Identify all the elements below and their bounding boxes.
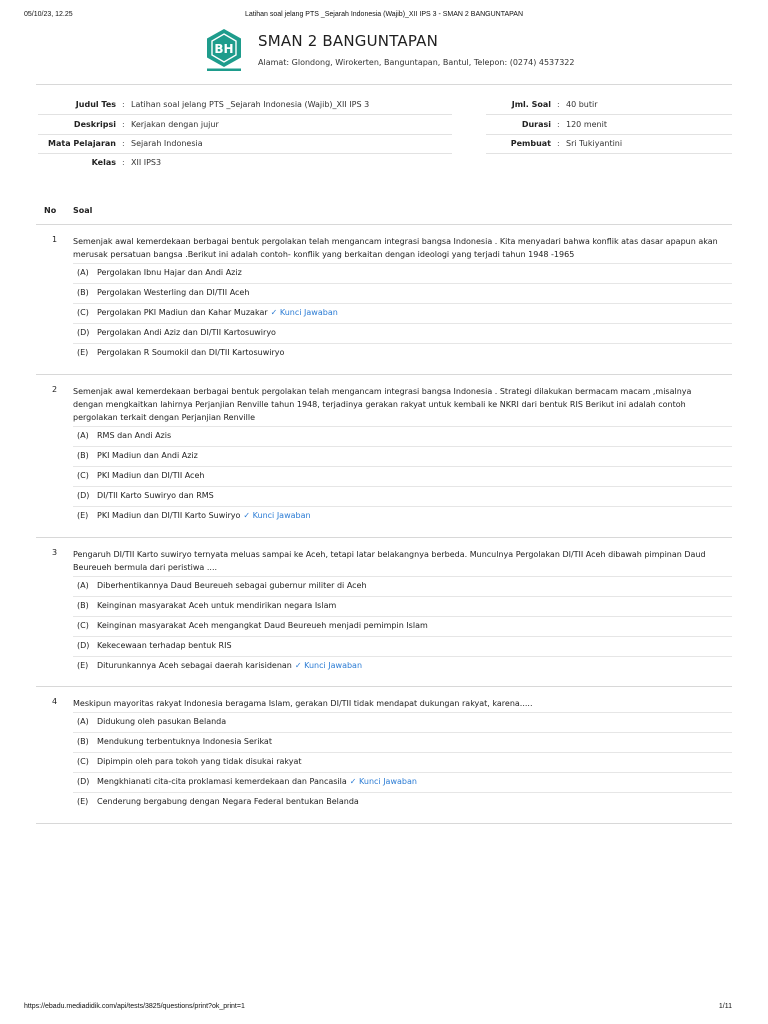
print-footer [24, 1003, 744, 1013]
option-label: (E) [77, 797, 89, 806]
option-text: Diberhentikannya Daud Beureueh sebagai gubernur militer di Aceh [97, 581, 367, 590]
svg-text:BH: BH [214, 42, 234, 56]
info-label: Durasi [521, 120, 551, 129]
header-divider [36, 84, 732, 85]
option-list [73, 712, 732, 812]
question-number: 2 [52, 385, 58, 394]
option-label: (E) [77, 348, 89, 357]
option-text: PKI Madiun dan Andi Aziz [97, 451, 198, 460]
question-number: 1 [52, 235, 58, 244]
option-item [73, 656, 732, 676]
page-number: 1/11 [718, 1003, 732, 1010]
option-text: Pergolakan PKI Madiun dan Kahar Muzakar ✓ Kunci Jawaban [97, 308, 338, 317]
option-label: (E) [77, 511, 89, 520]
print-page-title: Latihan soal jelang PTS _Sejarah Indonesia (Wajib)_XII IPS 3 - SMAN 2 BANGUNTAPAN [244, 11, 524, 18]
question-text: Semenjak awal kemerdekaan berbagai bentuk pergolakan telah mengancam integrasi bangsa Indonesia . Strategi dilakukan bermacam macam ,misalnya dengan mengkaitkan lahirnya Perjanjian Renville tahun 1948, terjadinya gerakan rakyat untuk kembali ke NKRI dari bentuk RIS Berikut ini adalah contoh pergolakan terkait dengan Perjanjian Renville [73, 387, 692, 422]
option-item [73, 486, 732, 506]
option-label: (A) [77, 581, 89, 590]
info-value: Sejarah Indonesia [131, 139, 203, 148]
school-logo-icon [204, 28, 244, 72]
option-item [73, 732, 732, 752]
info-label: Deskripsi [73, 120, 116, 129]
answer-key-badge: ✓ Kunci Jawaban [270, 308, 338, 317]
option-item [73, 506, 732, 526]
option-label: (D) [77, 641, 90, 650]
info-separator: : [122, 158, 125, 167]
info-label: Kelas [91, 158, 116, 167]
option-label: (C) [77, 621, 89, 630]
answer-key-badge: ✓ Kunci Jawaban [349, 777, 417, 786]
option-text: Mendukung terbentuknya Indonesia Serikat [97, 737, 272, 746]
question-number: 3 [52, 548, 58, 557]
question-row [36, 375, 732, 538]
option-list [73, 576, 732, 676]
option-text: Mengkhianati cita-cita proklamasi kemerdekaan dan Pancasila ✓ Kunci Jawaban [97, 777, 417, 786]
option-list [73, 263, 732, 363]
question-text: Pengaruh DI/TII Karto suwiryo ternyata meluas sampai ke Aceh, tetapi latar belakangnya berbeda. Munculnya Pergolakan DI/TII Aceh dibawah pimpinan Daud Beureueh bermula dari peristiwa .... [73, 550, 706, 572]
info-row-pembuat [486, 134, 732, 154]
info-row-mapel [38, 134, 452, 154]
option-text: Pergolakan Ibnu Hajar dan Andi Aziz [97, 268, 242, 277]
option-item [73, 616, 732, 636]
question-row [36, 225, 732, 375]
option-text: Pergolakan Westerling dan DI/TII Aceh [97, 288, 250, 297]
option-text: Pergolakan Andi Aziz dan DI/TII Kartosuwiryo [97, 328, 276, 337]
option-label: (D) [77, 491, 90, 500]
info-separator: : [122, 139, 125, 148]
info-label: Judul Tes [75, 100, 116, 109]
option-item [73, 343, 732, 363]
column-header-no: No [44, 206, 57, 215]
option-text: PKI Madiun dan DI/TII Karto Suwiryo ✓ Kunci Jawaban [97, 511, 311, 520]
questions-table [36, 200, 732, 824]
column-header-soal: Soal [73, 206, 93, 215]
option-list [73, 426, 732, 526]
info-row-durasi [486, 115, 732, 135]
option-item [73, 712, 732, 732]
answer-key-badge: ✓ Kunci Jawaban [243, 511, 311, 520]
info-separator: : [557, 120, 560, 129]
option-item [73, 576, 732, 596]
question-row [36, 687, 732, 824]
option-text: RMS dan Andi Azis [97, 431, 172, 440]
school-name: SMAN 2 BANGUNTAPAN [258, 32, 439, 50]
info-row-judul [38, 95, 452, 115]
info-value: 40 butir [566, 100, 598, 109]
option-text: Kekecewaan terhadap bentuk RIS [97, 641, 232, 650]
option-text: Cenderung bergabung dengan Negara Federal bentukan Belanda [97, 797, 359, 806]
option-item [73, 596, 732, 616]
option-label: (A) [77, 431, 89, 440]
print-header [24, 11, 744, 21]
info-row-deskripsi [38, 115, 452, 135]
option-item [73, 283, 732, 303]
info-separator: : [557, 139, 560, 148]
question-text: Semenjak awal kemerdekaan berbagai bentuk pergolakan telah mengancam integrasi bangsa Indonesia . Kita menyadari bahwa konflik atas dasar apapun akan merusak persatuan bangsa .Berikut ini adalah contoh- konflik yang berkaitan dengan ideologi yang terjadi tahun 1948 -1965 [73, 237, 718, 259]
info-label: Mata Pelajaran [48, 139, 116, 148]
answer-key-badge: ✓ Kunci Jawaban [294, 661, 363, 670]
option-label: (B) [77, 737, 89, 746]
option-item [73, 772, 732, 792]
option-text: Keinginan masyarakat Aceh mengangkat Daud Beureueh menjadi pemimpin Islam [97, 621, 428, 630]
info-label: Pembuat [510, 139, 551, 148]
option-label: (D) [77, 328, 90, 337]
info-value: XII IPS3 [131, 158, 162, 167]
option-label: (B) [77, 451, 89, 460]
question-text: Meskipun mayoritas rakyat Indonesia beragama Islam, gerakan DI/TII tidak mendapat dukungan rakyat, karena..... [73, 699, 533, 708]
table-header [36, 200, 732, 225]
info-separator: : [557, 100, 560, 109]
option-label: (C) [77, 757, 89, 766]
info-label: Jml. Soal [511, 100, 551, 109]
info-value: Kerjakan dengan jujur [131, 120, 219, 129]
option-text: Didukung oleh pasukan Belanda [97, 717, 227, 726]
info-separator: : [122, 120, 125, 129]
info-separator: : [122, 100, 125, 109]
print-datetime: 05/10/23, 12.25 [24, 11, 73, 18]
option-label: (B) [77, 601, 89, 610]
print-url: https://ebadu.mediadidik.com/api/tests/3825/questions/print?ok_print=1 [24, 1003, 245, 1010]
option-text: Pergolakan R Soumokil dan DI/TII Kartosuwiryo [97, 348, 285, 357]
info-value: Sri Tukiyantini [566, 139, 623, 148]
school-address: Alamat: Glondong, Wirokerten, Banguntapan, Bantul, Telepon: (0274) 4537322 [258, 58, 575, 67]
option-text: DI/TII Karto Suwiryo dan RMS [97, 491, 214, 500]
option-item [73, 323, 732, 343]
option-item [73, 466, 732, 486]
option-text: PKI Madiun dan DI/TII Aceh [97, 471, 205, 480]
option-text: Diturunkannya Aceh sebagai daerah karisidenan ✓ Kunci Jawaban [97, 661, 363, 670]
info-row-kelas [38, 153, 452, 172]
option-item [73, 426, 732, 446]
option-item [73, 792, 732, 812]
option-label: (E) [77, 661, 89, 670]
question-row [36, 538, 732, 687]
question-number: 4 [52, 697, 58, 706]
option-label: (D) [77, 777, 90, 786]
option-text: Dipimpin oleh para tokoh yang tidak disukai rakyat [97, 757, 302, 766]
option-item [73, 636, 732, 656]
option-text: Keinginan masyarakat Aceh untuk mendirikan negara Islam [97, 601, 337, 610]
option-item [73, 303, 732, 323]
option-item [73, 446, 732, 466]
option-label: (C) [77, 308, 89, 317]
option-item [73, 263, 732, 283]
option-item [73, 752, 732, 772]
info-value: 120 menit [566, 120, 607, 129]
option-label: (A) [77, 717, 89, 726]
option-label: (B) [77, 288, 89, 297]
info-row-jml-soal [486, 95, 732, 115]
option-label: (C) [77, 471, 89, 480]
info-value: Latihan soal jelang PTS _Sejarah Indonesia (Wajib)_XII IPS 3 [131, 100, 370, 109]
option-label: (A) [77, 268, 89, 277]
